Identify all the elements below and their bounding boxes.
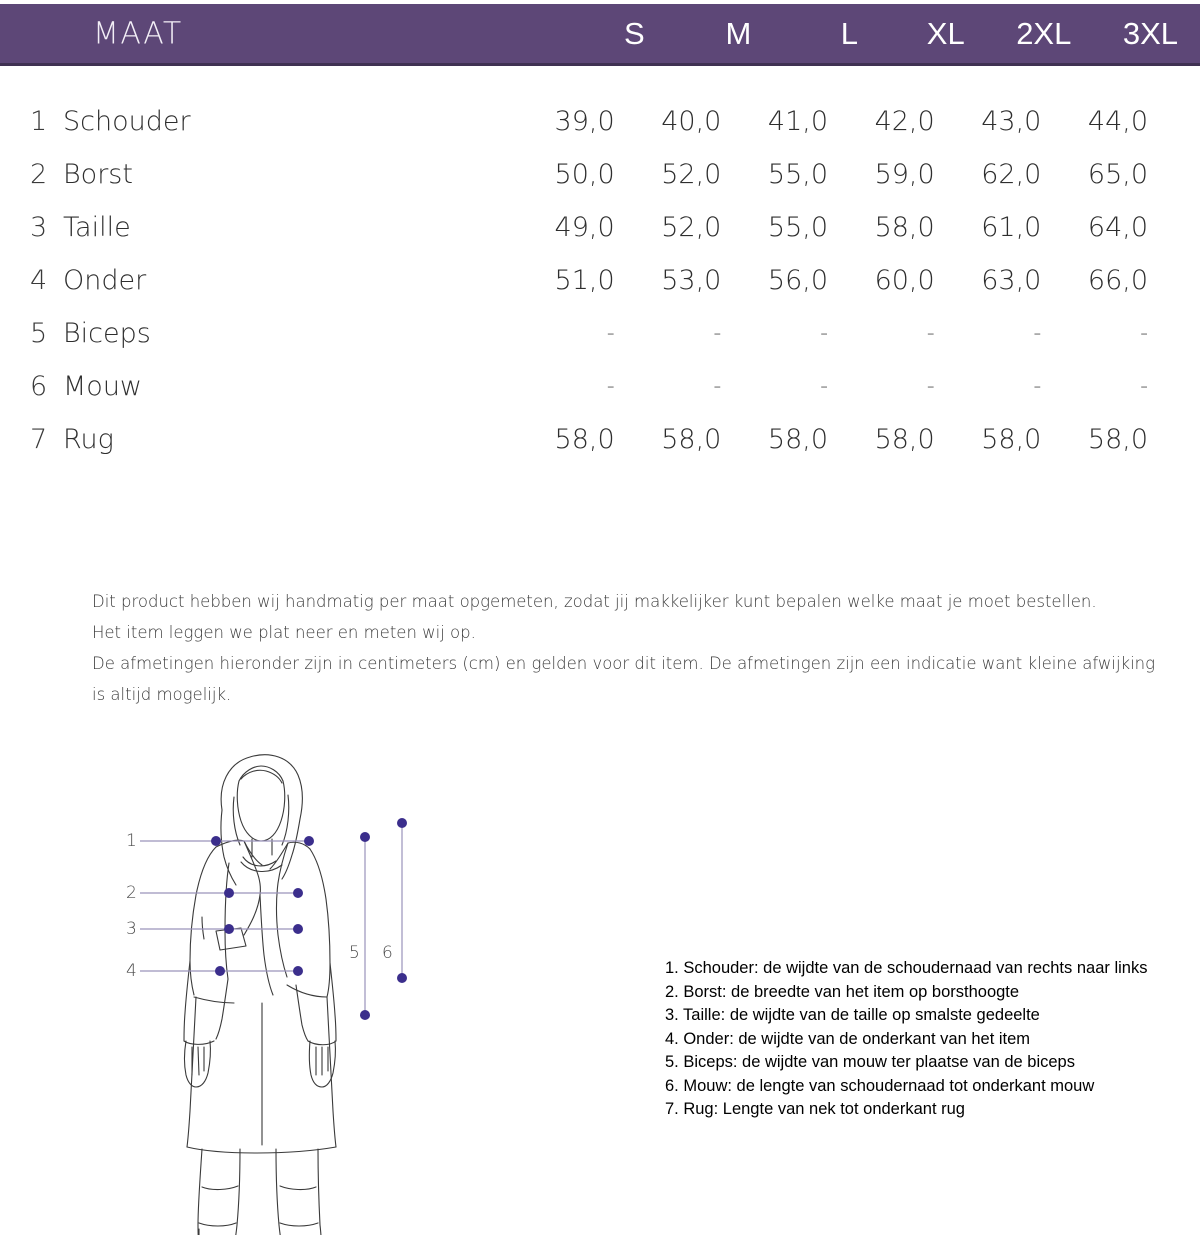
row-values — [518, 265, 1158, 296]
legend-item-5: 5. Biceps: de wijdte van mouw ter plaatse van de biceps — [665, 1053, 1075, 1071]
diagram-label-5: 5 — [349, 943, 360, 963]
measurement-diagram — [110, 735, 540, 1235]
row-index: 7 — [30, 424, 48, 455]
row-index: 4 — [30, 265, 48, 296]
cell-s: 39,0 — [554, 106, 615, 137]
cell-l: - — [820, 374, 829, 399]
row-index: 3 — [30, 212, 48, 243]
size-header-2xl: 2XL — [1016, 15, 1072, 51]
marker-5-top — [360, 832, 370, 842]
cell-l: - — [820, 321, 829, 346]
cell-m: 52,0 — [661, 212, 722, 243]
table-row — [0, 254, 1200, 307]
legend-item-4: 4. Onder: de wijdte van de onderkant van het item — [665, 1029, 1031, 1048]
cell-xl: 42,0 — [874, 106, 935, 137]
row-label: Onder — [63, 265, 147, 296]
row-index: 2 — [30, 159, 48, 190]
marker-3-right — [293, 924, 303, 934]
cell-3xl: - — [1140, 321, 1149, 346]
cell-2xl: - — [1033, 374, 1042, 399]
table-row — [0, 148, 1200, 201]
page-title: MAAT — [93, 16, 183, 51]
cell-s: 50,0 — [554, 159, 615, 190]
row-index: 6 — [30, 371, 48, 402]
size-header-l: L — [840, 15, 859, 51]
diagram-label-6: 6 — [382, 943, 393, 963]
cell-xl: - — [926, 321, 935, 346]
cell-xl: - — [926, 374, 935, 399]
note-line-1: Dit product hebben wij handmatig per maat opgemeten, zodat jij makkelijker kunt bepalen welke maat je moet bestellen. — [92, 592, 1097, 611]
marker-4-left — [215, 966, 225, 976]
cell-3xl: 65,0 — [1087, 159, 1149, 190]
size-table-header-bar — [0, 4, 1200, 66]
marker-1-right — [304, 836, 314, 846]
diagram-label-3: 3 — [126, 919, 137, 939]
cell-2xl: 61,0 — [981, 212, 1042, 243]
measurement-notes — [92, 586, 1160, 710]
legend-item-2: 2. Borst: de breedte van het item op borsthoogte — [665, 982, 1020, 1001]
model-figure-illustration — [110, 735, 540, 1235]
cell-2xl: 63,0 — [981, 265, 1042, 296]
diagram-label-4: 4 — [126, 961, 137, 981]
row-values — [518, 212, 1158, 243]
cell-m: 52,0 — [661, 159, 722, 190]
table-row — [0, 95, 1200, 148]
diagram-label-2: 2 — [126, 883, 137, 903]
row-index: 5 — [30, 318, 48, 349]
cell-xl: 58,0 — [874, 212, 935, 243]
table-row — [0, 307, 1200, 360]
legend-item-1: 1. Schouder: de wijdte van de schoudernaad van rechts naar links — [665, 959, 1148, 977]
table-row — [0, 360, 1200, 413]
cell-3xl: - — [1140, 374, 1149, 399]
row-values — [518, 321, 1158, 346]
marker-6-top — [397, 818, 407, 828]
cell-2xl: - — [1033, 321, 1042, 346]
cell-2xl: 43,0 — [981, 106, 1042, 137]
marker-2-right — [293, 888, 303, 898]
cell-s: 51,0 — [554, 265, 615, 296]
cell-3xl: 44,0 — [1087, 106, 1149, 137]
row-label: Schouder — [63, 106, 191, 137]
size-header-3xl: 3XL — [1122, 15, 1179, 51]
cell-s: 58,0 — [554, 424, 615, 455]
cell-m: - — [713, 374, 722, 399]
marker-4-right — [293, 966, 303, 976]
legend-item-3: 3. Taille: de wijdte van de taille op smalste gedeelte — [665, 1006, 1040, 1024]
cell-m: 53,0 — [661, 265, 722, 296]
legend-item-6: 6. Mouw: de lengte van schoudernaad tot onderkant mouw — [665, 1076, 1095, 1095]
row-label: Borst — [63, 159, 133, 190]
measurement-legend — [665, 957, 1175, 1122]
cell-s: - — [606, 374, 615, 399]
marker-3-left — [224, 924, 234, 934]
note-line-2: Het item leggen we plat neer en meten wij op. — [92, 623, 476, 642]
marker-5-bottom — [360, 1010, 370, 1020]
figure-outline — [184, 755, 336, 1235]
marker-2-left — [224, 888, 234, 898]
row-values — [518, 374, 1158, 399]
cell-s: - — [606, 321, 615, 346]
note-line-3: De afmetingen hieronder zijn in centimeters (cm) en gelden voor dit item. De afmetingen zijn een indicatie want kleine afwijking is altijd mogelijk. — [92, 654, 1156, 704]
table-row — [0, 413, 1200, 466]
marker-1-left — [211, 836, 221, 846]
cell-2xl: 62,0 — [981, 159, 1042, 190]
diagram-label-1: 1 — [126, 831, 137, 851]
cell-3xl: 58,0 — [1087, 424, 1149, 455]
cell-xl: 58,0 — [874, 424, 935, 455]
cell-3xl: 66,0 — [1087, 265, 1149, 296]
row-values — [518, 159, 1158, 190]
cell-xl: 59,0 — [874, 159, 935, 190]
cell-s: 49,0 — [554, 212, 615, 243]
measurement-table — [0, 95, 1200, 466]
cell-l: 58,0 — [767, 424, 829, 455]
size-column-headers — [548, 4, 1188, 63]
cell-m: 58,0 — [661, 424, 722, 455]
cell-3xl: 64,0 — [1087, 212, 1149, 243]
vertical-guide-lines — [365, 823, 402, 1015]
cell-l: 55,0 — [767, 159, 829, 190]
size-header-m: M — [725, 15, 752, 51]
cell-l: 55,0 — [767, 212, 829, 243]
marker-6-bottom — [397, 973, 407, 983]
row-label: Taille — [63, 212, 131, 243]
row-label: Mouw — [63, 371, 143, 402]
table-row — [0, 201, 1200, 254]
cell-m: - — [713, 321, 722, 346]
row-label: Rug — [63, 424, 114, 455]
size-header-xl: XL — [926, 15, 965, 51]
row-index: 1 — [30, 106, 48, 137]
row-values — [518, 424, 1158, 455]
cell-l: 56,0 — [767, 265, 829, 296]
row-values — [518, 106, 1158, 137]
cell-2xl: 58,0 — [981, 424, 1042, 455]
row-label: Biceps — [63, 318, 151, 349]
size-header-s: S — [623, 15, 645, 51]
cell-m: 40,0 — [661, 106, 722, 137]
cell-xl: 60,0 — [874, 265, 935, 296]
legend-item-7: 7. Rug: Lengte van nek tot onderkant rug — [665, 1100, 965, 1118]
cell-l: 41,0 — [767, 106, 829, 137]
